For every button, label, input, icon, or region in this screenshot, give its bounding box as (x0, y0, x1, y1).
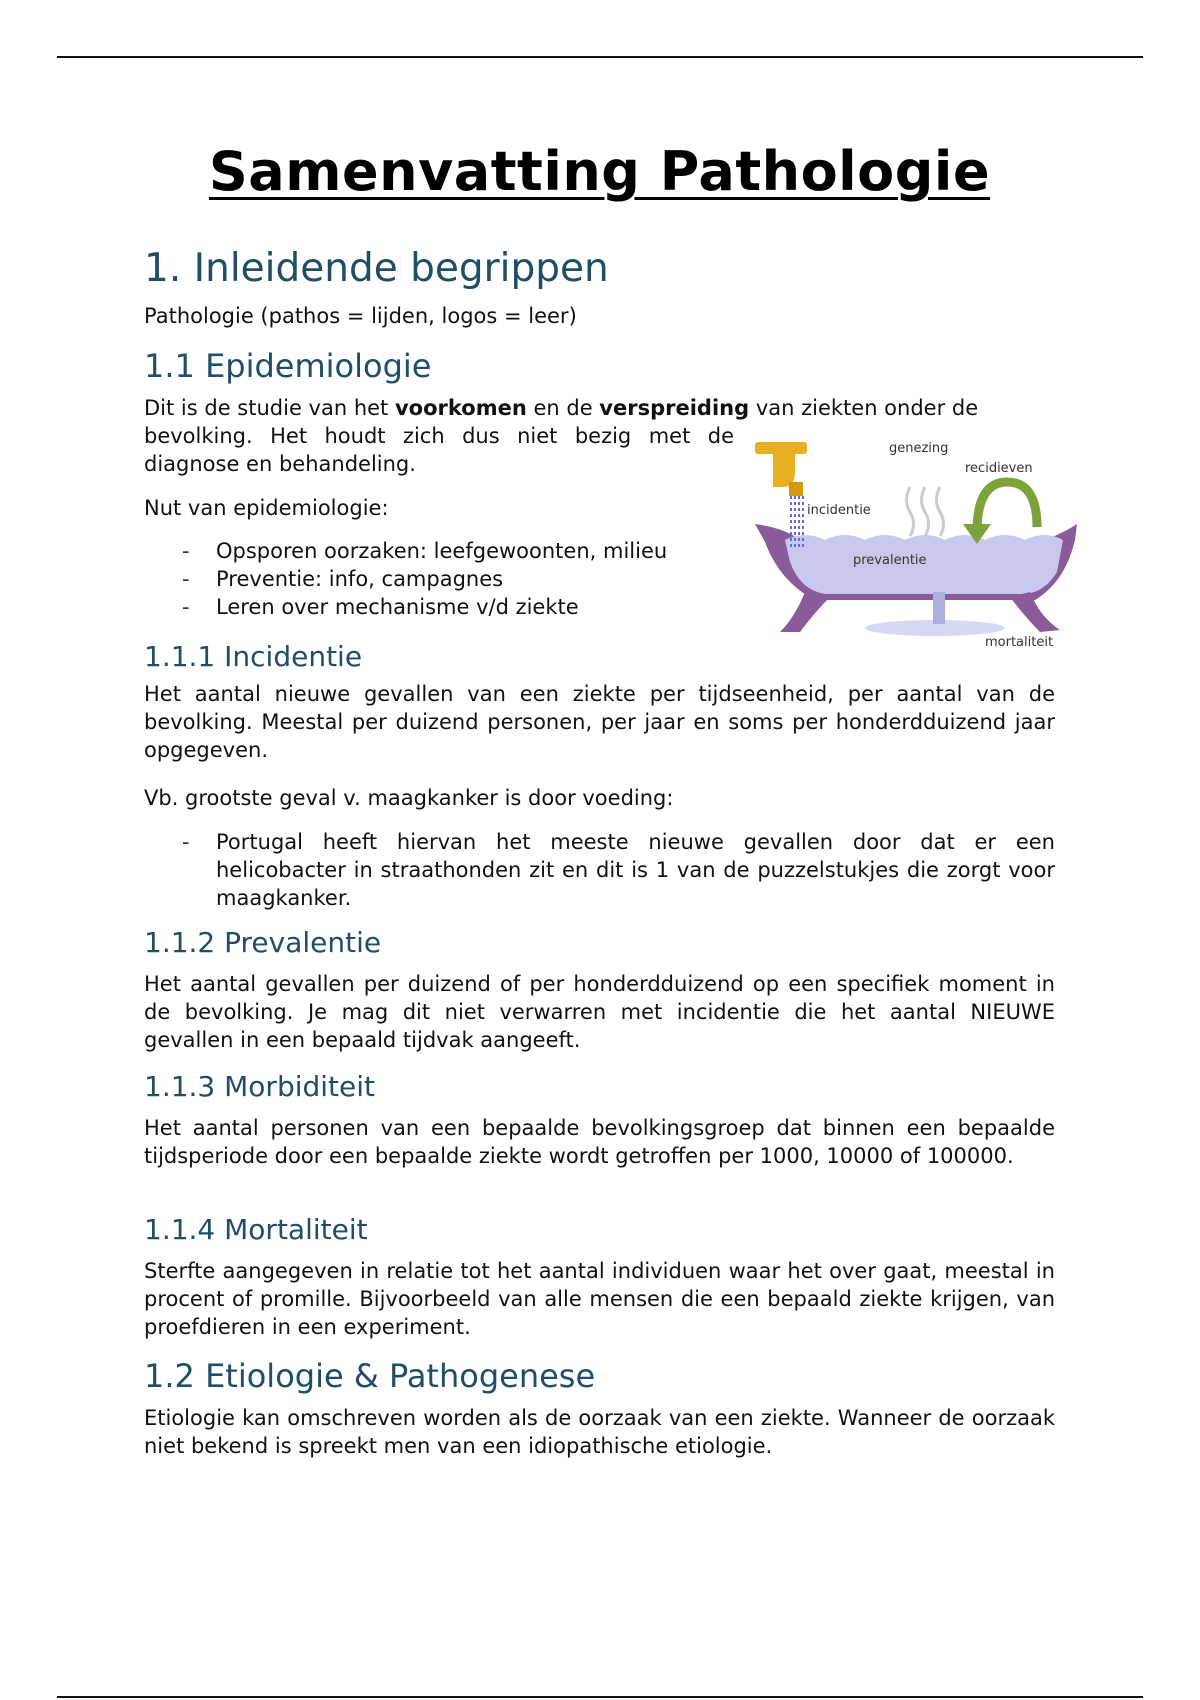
heading-epidemiologie: 1.1 Epidemiologie (144, 347, 432, 385)
epidemiologie-line2: bevolking. Het houdt zich dus niet bezig met de diagnose en behandeling. (144, 424, 734, 476)
bathtub-diagram (745, 432, 1090, 652)
epidemiologie-line1 (144, 394, 1055, 422)
list-item-text: Preventie: info, campagnes (216, 567, 504, 591)
label-mortaliteit: mortaliteit (985, 635, 1054, 650)
nut-label: Nut van epidemiologie: (144, 496, 389, 520)
morbiditeit-paragraph: Het aantal personen van een bepaalde bevolkingsgroep dat binnen een bepaalde tijdsperiode door een bepaalde ziekte wordt getroffen per 1000, 10000 of 100000. (144, 1116, 1055, 1168)
tap-spout (789, 482, 803, 496)
heading-prevalentie: 1.1.2 Prevalentie (144, 926, 382, 959)
bottom-rule (57, 1696, 1143, 1698)
heading-morbiditeit: 1.1.3 Morbiditeit (144, 1070, 376, 1103)
etiologie-paragraph: Etiologie kan omschreven worden als de oorzaak van een ziekte. Wanneer de oorzaak niet bekend is spreekt men van een idiopathische etiologie. (144, 1406, 1055, 1458)
bullet-dash: - (182, 830, 190, 854)
top-rule (57, 56, 1143, 58)
label-prevalentie: prevalentie (853, 553, 927, 568)
mortaliteit-paragraph: Sterfte aangegeven in relatie tot het aantal individuen waar het over gaat, meestal in procent of promille. Bijvoorbeeld van alle mensen die een bepaald ziekte krijgen, van proefdieren in een experiment. (144, 1259, 1055, 1339)
vb-list (144, 828, 1055, 912)
tub-leg-left (780, 592, 830, 632)
heading-incidentie: 1.1.1 Incidentie (144, 640, 363, 673)
text-run: Dit is de studie van het (144, 396, 395, 420)
bold-verspreiding: verspreiding (599, 396, 750, 420)
text-run: van ziekten onder de (749, 396, 979, 420)
list-item-text: Portugal heeft hiervan het meeste nieuwe gevallen door dat er een helicobacter in straathonden zit en dit is 1 van de puzzelstukjes die zorgt voor maagkanker. (216, 830, 1055, 910)
steam-line (907, 487, 914, 536)
bathtub-illustration (745, 432, 1090, 652)
text-run: en de (526, 396, 600, 420)
label-incidentie: incidentie (807, 503, 871, 518)
document-title: Samenvatting Pathologie (208, 140, 991, 203)
list-item-text: Leren over mechanisme v/d ziekte (216, 595, 579, 619)
label-genezing: genezing (889, 441, 949, 456)
heading-mortaliteit: 1.1.4 Mortaliteit (144, 1213, 368, 1246)
tap-body (773, 452, 795, 487)
drain-flow (933, 592, 945, 624)
intro-paragraph: Pathologie (pathos = lijden, logos = leer) (144, 304, 577, 328)
list-item (144, 828, 1055, 912)
bullet-dash: - (182, 539, 190, 563)
heading-inleidende-begrippen: 1. Inleidende begrippen (144, 246, 609, 291)
incidentie-paragraph: Het aantal nieuwe gevallen van een ziekte per tijdseenheid, per aantal van de bevolking. Meestal per duizend personen, per jaar en soms per honderdduizend jaar opgegeven. (144, 682, 1055, 762)
steam-line (937, 487, 944, 536)
list-item-text: Opsporen oorzaken: leefgewoonten, milieu (216, 539, 668, 563)
heading-etiologie: 1.2 Etiologie & Pathogenese (144, 1357, 596, 1395)
bullet-dash: - (182, 595, 190, 619)
vb-paragraph: Vb. grootste geval v. maagkanker is door voeding: (144, 786, 674, 810)
bold-voorkomen: voorkomen (394, 396, 527, 420)
steam-line (922, 487, 929, 536)
prevalentie-paragraph: Het aantal gevallen per duizend of per honderdduizend op een specifiek moment in de bevolking. Je mag dit niet verwarren met incidentie die het aantal NIEUWE gevallen in een bepaald tijdvak aangeeft. (144, 972, 1055, 1052)
bullet-dash: - (182, 567, 190, 591)
label-recidieven: recidieven (965, 461, 1033, 476)
